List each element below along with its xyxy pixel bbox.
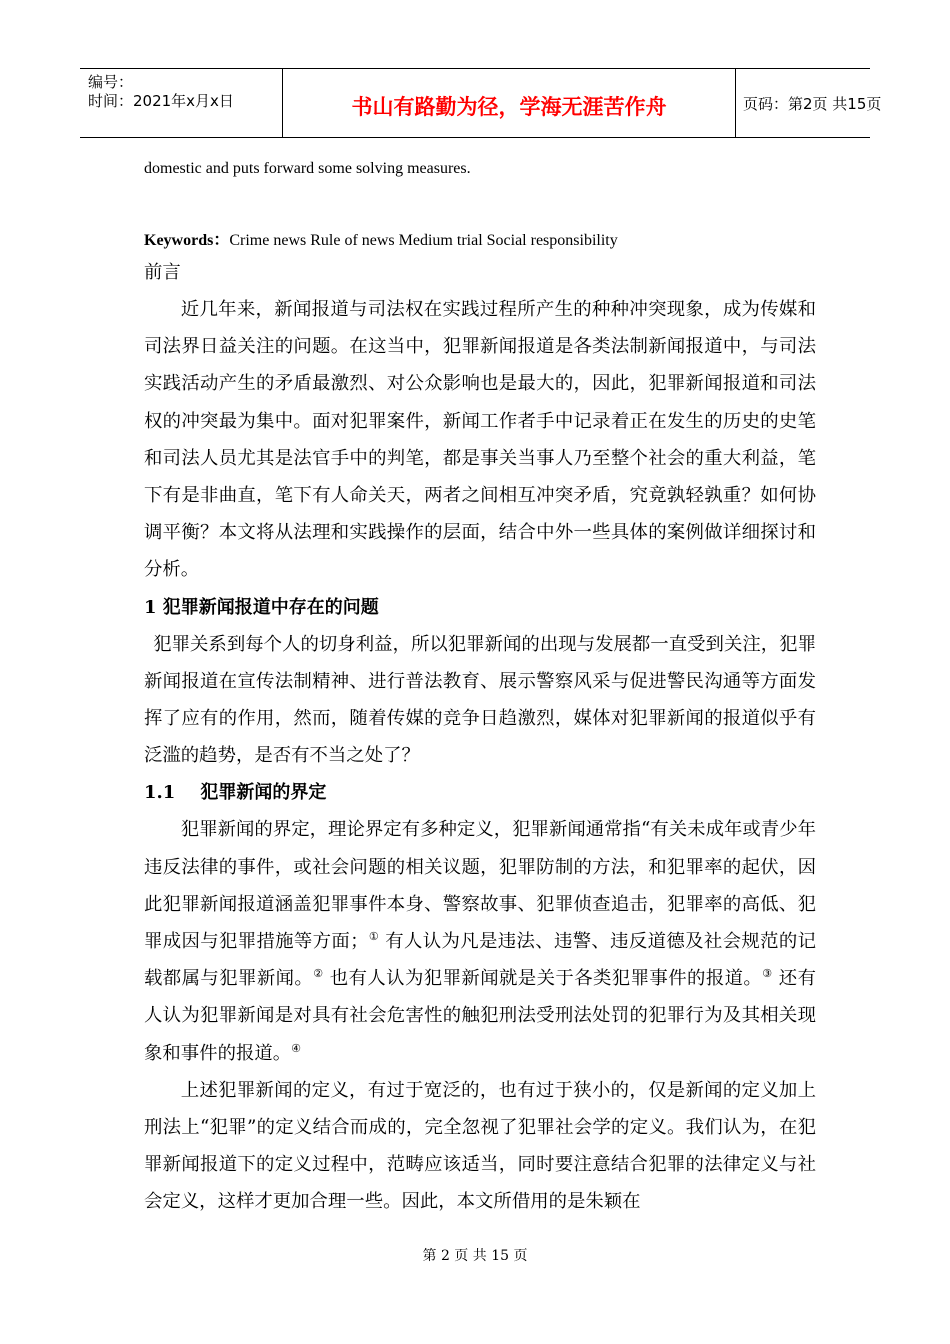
section-1-1-paragraph-1 bbox=[144, 811, 816, 1071]
document-id-label: 编号： bbox=[88, 73, 134, 91]
document-time-label: 时间：2021年x月x日 bbox=[88, 92, 234, 110]
section-1-1-heading: 1.1 犯罪新闻的界定 bbox=[144, 782, 327, 804]
header-page-cell bbox=[735, 69, 882, 137]
page-footer: 第 2 页 共 15 页 bbox=[422, 1248, 528, 1264]
paragraph-text: 犯罪新闻的界定，理论界定有多种定义，犯罪新闻通常指“有关未成年或青少年违反法律的事件，或社会问题的相关议题，犯罪防制的方法，和犯罪率的起伏，因此犯罪新闻报道涵盖犯罪事件本身、警察故事、犯罪侦查追击，犯罪率的高低、犯罪成因与犯罪措施等方面； bbox=[144, 819, 816, 953]
keywords-text: Crime news Rule of news Medium trial Social responsibility bbox=[229, 232, 618, 249]
header-meta-cell bbox=[80, 69, 282, 137]
keywords-line bbox=[144, 227, 816, 255]
paragraph-text: 还有人认为犯罪新闻是对具有社会危害性的触犯刑法受刑法处罚的犯罪行为及其相关现象和事件的报道。 bbox=[144, 968, 816, 1064]
document-body bbox=[144, 155, 816, 1221]
footnote-ref-2[interactable]: ② bbox=[313, 967, 324, 981]
paragraph-text: 也有人认为犯罪新闻就是关于各类犯罪事件的报道。 bbox=[323, 968, 763, 990]
footnote-ref-1[interactable]: ① bbox=[368, 929, 380, 943]
paragraph-text: 有人认为凡是违法、违警、违反道德及社会规范的记载都属与犯罪新闻。 bbox=[144, 931, 816, 990]
section-1-paragraph: 犯罪关系到每个人的切身利益，所以犯罪新闻的出现与发展都一直受到关注，犯罪新闻报道在宣传法制精神、进行普法教育、展示警察风采与促进警民沟通等方面发挥了应有的作用，然而，随着传媒的竞争日趋激烈，媒体对犯罪新闻的报道似乎有泛滥的趋势，是否有不当之处了？ bbox=[144, 633, 816, 767]
section-1-heading: 1 犯罪新闻报道中存在的问题 bbox=[144, 596, 379, 618]
keywords-label: Keywords： bbox=[144, 232, 230, 249]
section-1-1-paragraph-2: 上述犯罪新闻的定义，有过于宽泛的，也有过于狭小的，仅是新闻的定义加上刑法上“犯罪”的定义结合而成的，完全忽视了犯罪社会学的定义。我们认为，在犯罪新闻报道下的定义过程中，范畴应该适当，同时要注意结合犯罪的法律定义与社会定义，这样才更加合理一些。因此，本文所借用的是朱颖在 bbox=[144, 1079, 816, 1213]
header-motto: 书山有路勤为径，学海无涯苦作舟 bbox=[351, 95, 667, 119]
footnote-ref-4[interactable]: ④ bbox=[291, 1041, 302, 1055]
header-motto-cell bbox=[282, 69, 736, 137]
header-page-info: 页码：第2页 共15页 bbox=[743, 95, 882, 113]
preface-paragraph: 近几年来，新闻报道与司法权在实践过程所产生的种种冲突现象，成为传媒和司法界日益关注的问题。在这当中，犯罪新闻报道是各类法制新闻报道中，与司法实践活动产生的矛盾最激烈、对公众影响也是最大的，因此，犯罪新闻报道和司法权的冲突最为集中。面对犯罪案件，新闻工作者手中记录着正在发生的历史的史笔和司法人员尤其是法官手中的判笔，都是事关当事人乃至整个社会的重大利益，笔下有是非曲直，笔下有人命关天，两者之间相互冲突矛盾，究竟孰轻孰重？如何协调平衡？本文将从法理和实践操作的层面，结合中外一些具体的案例做详细探讨和分析。 bbox=[144, 299, 816, 581]
abstract-tail: domestic and puts forward some solving measures. bbox=[144, 160, 471, 177]
footnote-ref-3[interactable]: ③ bbox=[762, 967, 773, 981]
page-header bbox=[80, 68, 882, 138]
preface-title: 前言 bbox=[144, 262, 181, 283]
